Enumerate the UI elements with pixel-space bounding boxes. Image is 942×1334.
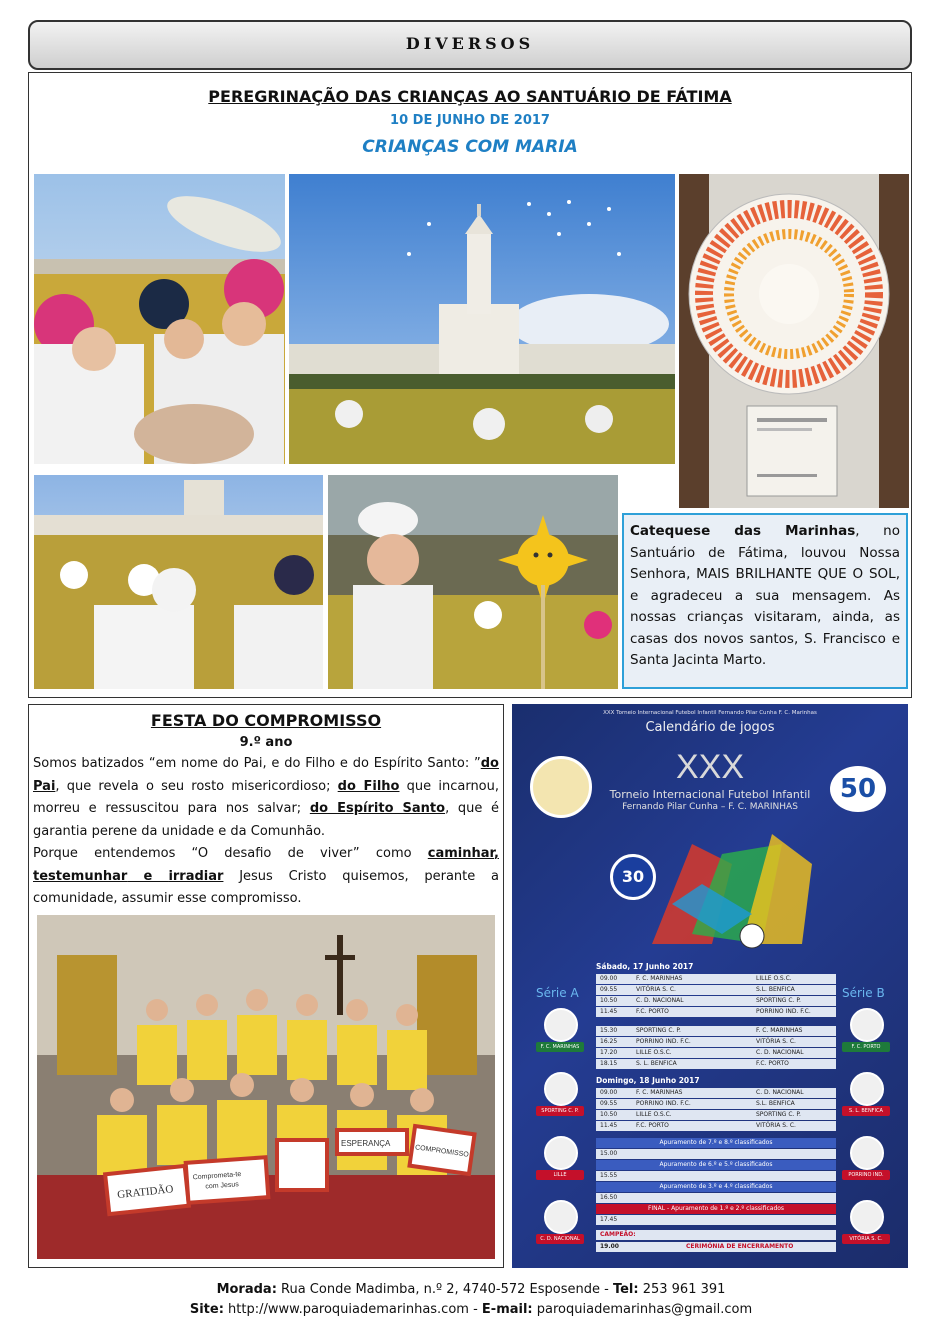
section-header xyxy=(28,20,912,70)
team-crest xyxy=(544,1008,578,1042)
team-crest xyxy=(850,1200,884,1234)
caption-text: , no Santuário de Fátima, louvou Nossa Senhora, MAIS BRILHANTE QUE O SOL, e agradeceu a sua mensagem. As nossas crianças visitaram, ainda, as casas dos novos santos, S. Francisco e Santa Jacinta Marto. xyxy=(630,523,900,668)
finals-row xyxy=(596,1193,836,1203)
caption-bold: Catequese das Marinhas xyxy=(630,523,856,539)
finals-row xyxy=(596,1160,836,1170)
pilgrimage-article xyxy=(28,72,912,698)
badge-30: 30 xyxy=(610,854,656,900)
commitment-grade: 9.º ano xyxy=(239,735,293,750)
tournament-poster xyxy=(512,704,908,1268)
schedule-cell: S. L. BENFICA xyxy=(636,1060,677,1067)
footer-tel: 253 961 391 xyxy=(638,1282,726,1297)
section-header-title: DIVERSOS xyxy=(405,34,535,53)
schedule-cell: 11.45 xyxy=(600,1008,618,1015)
schedule-cell: LILLE O.S.C. xyxy=(756,975,792,982)
schedule-cell: 18.15 xyxy=(600,1060,618,1067)
schedule-cell: S.L. BENFICA xyxy=(756,986,795,993)
schedule-row xyxy=(596,1007,836,1017)
text-emphasis: irradiar xyxy=(168,868,224,884)
finals-label: Apuramento de 3.º e 4.º classificados xyxy=(659,1183,773,1190)
photo-sun-disc xyxy=(679,174,909,508)
schedule-cell: SPORTING C. P. xyxy=(756,1111,801,1118)
schedule-row xyxy=(596,1088,836,1098)
finals-row xyxy=(596,1149,836,1159)
badge-50: 50 xyxy=(830,766,886,812)
schedule-cell: S.L. BENFICA xyxy=(756,1100,795,1107)
footer-tel-label: Tel: xyxy=(612,1282,639,1297)
champion-label: CAMPEÃO: xyxy=(600,1231,636,1238)
schedule-cell: F. C. MARINHAS xyxy=(636,975,683,982)
photo-children-caps xyxy=(34,475,323,689)
team-crest xyxy=(544,1136,578,1170)
finals-row xyxy=(596,1182,836,1192)
text-run: que incarnou, morreu e ressuscitou para nos salvar; xyxy=(33,778,500,816)
poster-top-line: XXX Torneio Internacional Futebol Infantil Fernando Pilar Cunha F. C. Marinhas xyxy=(603,710,817,716)
text-emphasis: e xyxy=(127,868,169,884)
closing-ceremony: CERIMÓNIA DE ENCERRAMENTO xyxy=(686,1243,794,1250)
footer-contact-line xyxy=(0,1300,942,1320)
schedule-cell: LILLE O.S.C. xyxy=(636,1111,672,1118)
photo-group-church xyxy=(37,915,495,1259)
finals-label: FINAL - Apuramento de 1.º e 2.º classificados xyxy=(647,1205,785,1212)
schedule-cell: F. C. MARINHAS xyxy=(756,1027,803,1034)
text-emphasis: do Pai xyxy=(33,756,499,794)
schedule-cell: PORRINO IND. F.C. xyxy=(636,1100,691,1107)
schedule-cell: 15.30 xyxy=(600,1027,618,1034)
finals-label: Apuramento de 6.º e 5.º classificados xyxy=(659,1161,773,1168)
team-crest xyxy=(850,1072,884,1106)
sign-esperanca: ESPERANÇA xyxy=(341,1139,391,1148)
schedule-row xyxy=(596,1059,836,1069)
team-name: SPORTING C. P. xyxy=(536,1106,584,1116)
text-emphasis: , xyxy=(494,846,499,861)
poster-calendar-title: Calendário de jogos xyxy=(645,720,775,735)
poster-tournament-name: Torneio Internacional Futebol Infantil xyxy=(609,788,811,801)
finals-label: Apuramento de 7.º e 8.º classificados xyxy=(659,1139,773,1146)
schedule-cell: F.C. PORTO xyxy=(636,1008,669,1015)
commitment-title: FESTA DO COMPROMISSO xyxy=(150,711,382,730)
photo-basilica-balloons xyxy=(289,174,675,464)
champion-row xyxy=(596,1230,836,1240)
schedule-row xyxy=(596,1026,836,1036)
footer-email-link[interactable]: paroquiademarinhas@gmail.com xyxy=(532,1302,753,1317)
text-run: Porque entendemos “O desafio de viver” como xyxy=(33,846,428,861)
finals-time: 15.55 xyxy=(600,1172,618,1179)
serie-a-label: Série A xyxy=(536,986,579,1000)
finals-time: 16.50 xyxy=(600,1194,618,1201)
schedule-cell: LILLE O.S.C. xyxy=(636,1049,672,1056)
sign-comprometa: Comprometa-te xyxy=(192,1170,242,1182)
page-footer xyxy=(0,1280,942,1320)
poster-tournament-sub: Fernando Pilar Cunha – F. C. MARINHAS xyxy=(622,802,798,812)
schedule-cell: C. D. NACIONAL xyxy=(756,1049,804,1056)
text-run: Somos batizados “em nome do Pai, e do Filho e do Espírito Santo: ” xyxy=(33,756,481,771)
schedule-cell: 16.25 xyxy=(600,1038,618,1045)
footer-morada: Rua Conde Madimba, n.º 2, 4740-572 Esposende - xyxy=(276,1282,613,1297)
text-emphasis: do Filho xyxy=(337,778,400,794)
team-name: VITÓRIA S. C. xyxy=(842,1234,890,1244)
schedule-cell: C. D. NACIONAL xyxy=(756,1089,804,1096)
schedule-row xyxy=(596,1037,836,1047)
schedule-cell: 10.50 xyxy=(600,997,618,1004)
footer-email-label: E-mail: xyxy=(481,1302,533,1317)
schedule-cell: SPORTING C. P. xyxy=(756,997,801,1004)
finals-row xyxy=(596,1204,836,1214)
schedule-cell: C. D. NACIONAL xyxy=(636,997,684,1004)
schedule-cell: F.C. PORTO xyxy=(636,1122,669,1129)
pilgrimage-caption xyxy=(622,513,908,689)
text-emphasis: testemunhar xyxy=(33,868,128,884)
footer-site-label: Site: xyxy=(189,1302,224,1317)
footer-site-link[interactable]: http://www.paroquiademarinhas.com - xyxy=(223,1302,482,1317)
footer-address-line xyxy=(0,1280,942,1300)
schedule-cell: VITÓRIA S. C. xyxy=(756,1038,796,1045)
poster-xxx: XXX xyxy=(675,748,745,786)
finals-row xyxy=(596,1215,836,1225)
team-crest xyxy=(544,1072,578,1106)
schedule-cell: 17.20 xyxy=(600,1049,618,1056)
schedule-row xyxy=(596,996,836,1006)
pilgrimage-date: 10 DE JUNHO DE 2017 xyxy=(390,113,550,128)
text-emphasis: caminhar xyxy=(427,846,495,861)
schedule-row xyxy=(596,1048,836,1058)
commitment-article xyxy=(28,704,504,1268)
commitment-paragraph-2 xyxy=(33,843,499,911)
team-crest xyxy=(544,1200,578,1234)
text-run: , que é garantia perene da unidade e da Comunhão. xyxy=(33,801,500,839)
schedule-cell: 09.00 xyxy=(600,975,618,982)
schedule-cell: 11.45 xyxy=(600,1122,618,1129)
schedule-cell: 09.00 xyxy=(600,1089,618,1096)
team-name: F. C. MARINHAS xyxy=(536,1042,584,1052)
team-name: C. D. NACIONAL xyxy=(536,1234,584,1244)
schedule-cell: VITÓRIA S. C. xyxy=(756,1122,796,1129)
text-emphasis: do Espírito Santo xyxy=(309,801,446,816)
schedule-row xyxy=(596,985,836,995)
text-run: , que revela o seu rosto misericordioso; xyxy=(55,778,338,794)
finals-row xyxy=(596,1138,836,1148)
commitment-text xyxy=(33,753,499,911)
sign-compromisso: COMPROMISSO xyxy=(414,1144,470,1159)
sign-comprometa-2: com Jesus xyxy=(205,1181,240,1191)
team-name: F. C. PORTO xyxy=(842,1042,890,1052)
closing-time: 19.00 xyxy=(600,1243,619,1250)
serie-b-label: Série B xyxy=(842,986,885,1000)
soccer-players-art xyxy=(632,824,822,954)
team-crest xyxy=(850,1136,884,1170)
schedule-cell: VITÓRIA S. C. xyxy=(636,986,676,993)
schedule-cell: 10.50 xyxy=(600,1111,618,1118)
pilgrimage-title: PEREGRINAÇÃO DAS CRIANÇAS AO SANTUÁRIO DE FÁTIMA xyxy=(208,87,732,106)
finals-row xyxy=(596,1171,836,1181)
schedule-row xyxy=(596,1110,836,1120)
photo-children-umbrella xyxy=(34,174,285,464)
team-name: S. L. BENFICA xyxy=(842,1106,890,1116)
schedule-cell: PORRINO IND. F.C. xyxy=(636,1038,691,1045)
day1-label: Sábado, 17 Junho 2017 xyxy=(596,962,694,971)
schedule-row xyxy=(596,974,836,984)
team-crest xyxy=(850,1008,884,1042)
schedule-row xyxy=(596,1121,836,1131)
schedule-cell: F. C. MARINHAS xyxy=(636,1089,683,1096)
commitment-paragraph-1 xyxy=(33,753,499,843)
schedule-row xyxy=(596,1099,836,1109)
finals-time: 15.00 xyxy=(600,1150,618,1157)
sign-gratidao: GRATIDÃO xyxy=(116,1183,174,1202)
schedule-cell: 09.55 xyxy=(600,986,618,993)
day2-label: Domingo, 18 Junho 2017 xyxy=(596,1076,700,1085)
schedule-cell: SPORTING C. P. xyxy=(636,1027,681,1034)
closing-row xyxy=(596,1242,836,1252)
team-name: LILLE xyxy=(536,1170,584,1180)
schedule-cell: F.C. PORTO xyxy=(756,1060,789,1067)
text-run: Jesus Cristo quisemos, perante a comunidade, assumir esse compromisso. xyxy=(33,868,499,906)
pilgrimage-subtitle: CRIANÇAS COM MARIA xyxy=(362,137,578,157)
finals-time: 17.45 xyxy=(600,1216,618,1223)
footer-morada-label: Morada: xyxy=(216,1282,277,1297)
schedule-cell: 09.55 xyxy=(600,1100,618,1107)
photo-girl-sun-pinwheel xyxy=(328,475,618,689)
team-name: PORRINO IND. xyxy=(842,1170,890,1180)
schedule-cell: PORRINO IND. F.C. xyxy=(756,1008,811,1015)
